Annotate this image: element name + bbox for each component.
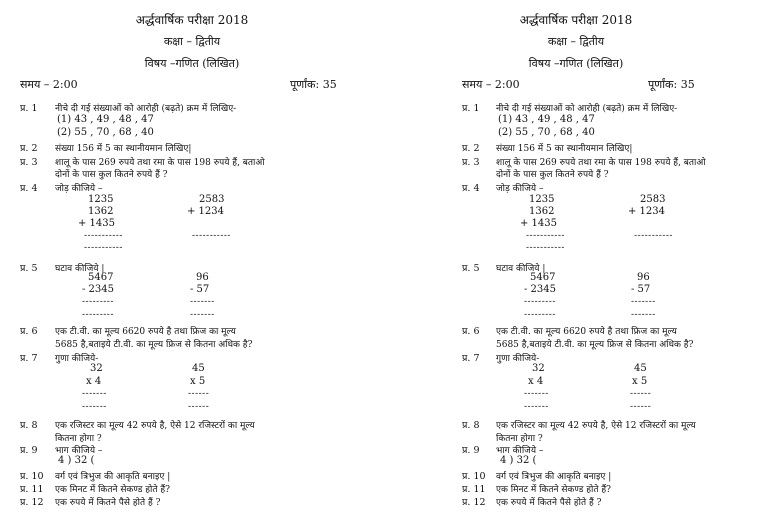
q11-text: एक मिनट में कितने सेकण्ड होते हैं?: [55, 485, 170, 495]
q7-answer-line-b2: ------: [188, 402, 210, 412]
q5-a1: 5467: [530, 272, 556, 283]
q4-answer-line-a: -----------: [84, 231, 123, 241]
q4-text: जोड़ कीजिये –: [496, 184, 544, 194]
exam-sheet-right: [384, 0, 768, 532]
q1-option-1: (1) 43 , 49 , 48 , 47: [498, 114, 595, 125]
q9-expression: 4 ) 32 (: [500, 455, 537, 466]
q4-b2: + 1234: [628, 206, 666, 217]
q9-text: भाग कीजिये –: [55, 446, 103, 456]
q7-number: प्र. 7: [462, 353, 480, 364]
q7-b2: x 5: [632, 376, 648, 387]
q10-number: प्र. 10: [20, 471, 44, 482]
q4-answer-line-b: -----------: [634, 231, 673, 241]
q7-b1: 45: [192, 363, 205, 374]
q5-answer-line-b: -------: [190, 297, 215, 307]
q5-b1: 96: [196, 272, 209, 283]
q7-b1: 45: [634, 363, 647, 374]
subject-line: विषय –गणित (लिखित): [144, 57, 240, 70]
q7-answer-line-a2: -------: [524, 402, 549, 412]
q5-a2: - 2345: [524, 284, 557, 295]
q7-text: गुणा कीजिये-: [496, 354, 540, 364]
exam-title: अर्द्धवार्षिक परीक्षा 2018: [135, 13, 249, 27]
q1-text: नीचे दी गई संख्याओं को आरोही (बढ़ते) क्रम में लिखिए-: [496, 104, 678, 114]
q4-number: प्र. 4: [20, 183, 38, 194]
q12-text: एक रुपये में कितने पैसे होते हैं ?: [496, 498, 602, 508]
q10-number: प्र. 10: [462, 471, 486, 482]
q7-answer-line-a: -------: [82, 389, 107, 399]
q6-text: एक टी.वी. का मूल्य 6620 रुपये है तथा फ्रिज का मूल्य: [496, 327, 677, 337]
q9-expression: 4 ) 32 (: [58, 455, 95, 466]
q1-text: नीचे दी गई संख्याओं को आरोही (बढ़ते) क्रम में लिखिए-: [55, 104, 237, 114]
q4-answer-line-b: -----------: [192, 231, 231, 241]
q3-number: प्र. 3: [20, 157, 38, 168]
q7-a1: 32: [90, 363, 103, 374]
q1-number: प्र. 1: [462, 103, 480, 114]
q1-number: प्र. 1: [20, 103, 38, 114]
q3-text: शालू के पास 269 रुपये तथा रमा के पास 198 रुपये हैं, बताओ: [496, 158, 706, 168]
q5-b1: 96: [637, 272, 650, 283]
q7-a1: 32: [532, 363, 545, 374]
q5-answer-line-b2: -------: [190, 310, 215, 320]
q5-text: घटाव कीजिये |: [55, 264, 105, 274]
q5-answer-line-a2: ---------: [82, 310, 114, 320]
q3-number: प्र. 3: [462, 157, 480, 168]
q8-number: प्र. 8: [20, 420, 38, 431]
max-marks: पूर्णांक: 35: [290, 78, 337, 91]
q4-a3: + 1435: [78, 218, 116, 229]
q5-a1: 5467: [88, 272, 114, 283]
q3-text-2: दोनों के पास कुल कितने रुपये हैं ?: [55, 170, 168, 180]
q9-number: प्र. 9: [462, 445, 480, 456]
q7-number: प्र. 7: [20, 353, 38, 364]
q4-a1: 1235: [88, 194, 114, 205]
subject-line: विषय –गणित (लिखित): [528, 57, 624, 70]
q9-number: प्र. 9: [20, 445, 38, 456]
time-label: समय – 2:00: [462, 78, 520, 91]
q10-text: वर्ग एवं त्रिभुज की आकृति बनाइए |: [496, 472, 612, 482]
q8-number: प्र. 8: [462, 420, 480, 431]
q7-a2: x 4: [86, 376, 102, 387]
q11-number: प्र. 11: [20, 484, 44, 495]
q4-a1: 1235: [529, 194, 555, 205]
q7-b2: x 5: [190, 376, 206, 387]
q7-text: गुणा कीजिये-: [55, 354, 99, 364]
q5-b2: - 57: [190, 284, 210, 295]
q4-number: प्र. 4: [462, 183, 480, 194]
q5-number: प्र. 5: [20, 263, 38, 274]
q5-text: घटाव कीजिये |: [496, 264, 546, 274]
class-line: कक्षा – द्वितीय: [547, 35, 605, 48]
q5-a2: - 2345: [82, 284, 115, 295]
q8-text: एक रजिस्टर का मूल्य 42 रुपये है, ऐसे 12 रजिस्टरों का मूल्य: [55, 421, 255, 431]
exam-title: अर्द्धवार्षिक परीक्षा 2018: [519, 13, 633, 27]
q7-answer-line-b: ------: [188, 389, 210, 399]
q4-b2: + 1234: [187, 206, 225, 217]
q4-a2: 1362: [88, 206, 114, 217]
q2-text: संख्या 156 में 5 का स्थानीयमान लिखिए|: [496, 144, 633, 154]
q4-answer-line-a2: -----------: [84, 243, 123, 253]
q3-text-2: दोनों के पास कुल कितने रुपये हैं ?: [496, 170, 609, 180]
time-label: समय – 2:00: [20, 78, 78, 91]
q4-text: जोड़ कीजिये –: [55, 184, 103, 194]
q12-number: प्र. 12: [20, 497, 44, 508]
q6-text-2: 5685 है,बताइये टी.वी. का मूल्य फ्रिज से कितना अधिक है?: [55, 340, 253, 350]
q5-b2: - 57: [631, 284, 651, 295]
class-line: कक्षा – द्वितीय: [163, 35, 221, 48]
q7-answer-line-a2: -------: [82, 402, 107, 412]
q4-a2: 1362: [529, 206, 555, 217]
q5-answer-line-a: ---------: [524, 297, 556, 307]
q5-number: प्र. 5: [462, 263, 480, 274]
q10-text: वर्ग एवं त्रिभुज की आकृति बनाइए |: [55, 472, 171, 482]
q4-answer-line-a2: -----------: [526, 243, 565, 253]
q12-text: एक रुपये में कितने पैसे होते हैं ?: [55, 498, 161, 508]
q8-text-2: कितना होगा ?: [55, 434, 102, 444]
q6-number: प्र. 6: [20, 326, 38, 337]
q9-text: भाग कीजिये –: [496, 446, 544, 456]
q1-option-2: (2) 55 , 70 , 68 , 40: [498, 127, 595, 138]
q7-a2: x 4: [528, 376, 544, 387]
q2-number: प्र. 2: [20, 143, 38, 154]
q8-text: एक रजिस्टर का मूल्य 42 रुपये है, ऐसे 12 रजिस्टरों का मूल्य: [496, 421, 696, 431]
q1-option-1: (1) 43 , 49 , 48 , 47: [57, 114, 154, 125]
q2-text: संख्या 156 में 5 का स्थानीयमान लिखिए|: [55, 144, 192, 154]
q1-option-2: (2) 55 , 70 , 68 , 40: [57, 127, 154, 138]
q5-answer-line-b2: -------: [631, 310, 656, 320]
q4-b1: 2583: [199, 194, 225, 205]
q11-text: एक मिनट में कितने सेकण्ड होते हैं?: [496, 485, 611, 495]
q7-answer-line-b: ------: [630, 389, 652, 399]
q6-text-2: 5685 है,बताइये टी.वी. का मूल्य फ्रिज से कितना अधिक है?: [496, 340, 694, 350]
q11-number: प्र. 11: [462, 484, 486, 495]
q5-answer-line-a: ---------: [82, 297, 114, 307]
q7-answer-line-b2: ------: [630, 402, 652, 412]
q5-answer-line-a2: ---------: [524, 310, 556, 320]
q2-number: प्र. 2: [462, 143, 480, 154]
q6-text: एक टी.वी. का मूल्य 6620 रुपये है तथा फ्रिज का मूल्य: [55, 327, 236, 337]
max-marks: पूर्णांक: 35: [648, 78, 695, 91]
q8-text-2: कितना होगा ?: [496, 434, 543, 444]
q4-a3: + 1435: [520, 218, 558, 229]
q7-answer-line-a: -------: [524, 389, 549, 399]
q5-answer-line-b: -------: [631, 297, 656, 307]
q4-answer-line-a: -----------: [526, 231, 565, 241]
q3-text: शालू के पास 269 रुपये तथा रमा के पास 198 रुपये हैं, बताओ: [55, 158, 265, 168]
q12-number: प्र. 12: [462, 497, 486, 508]
q4-b1: 2583: [640, 194, 666, 205]
q6-number: प्र. 6: [462, 326, 480, 337]
